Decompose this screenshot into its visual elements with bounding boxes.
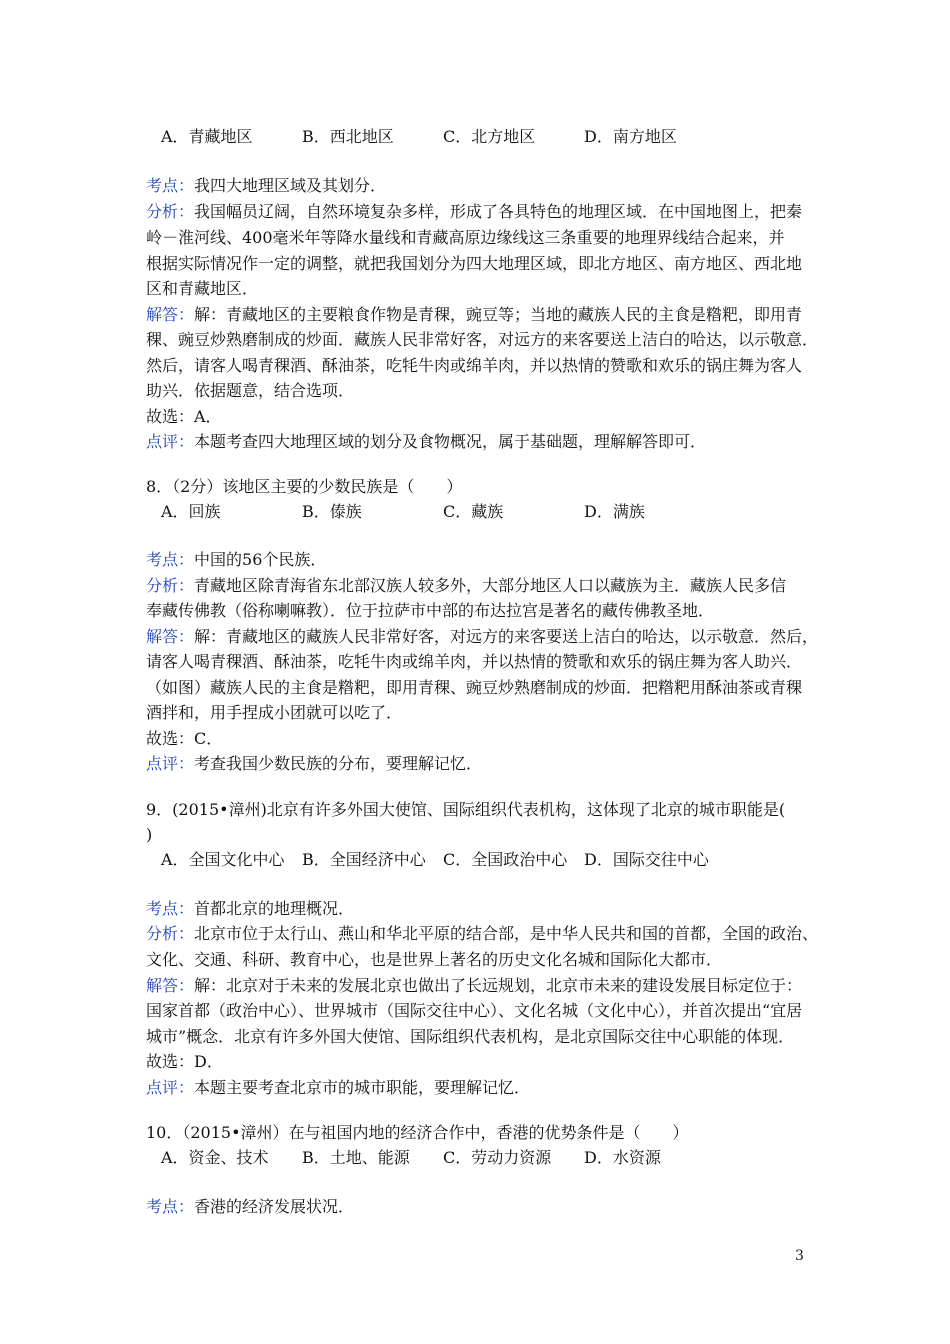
jieda-text: 解：青藏地区的主要粮食作物是青稞，豌豆等；当地的藏族人民的主食是糌粑，即用青	[194, 305, 803, 324]
q10-option-a: A．资金、技术	[161, 1148, 269, 1167]
kaodian-text: 中国的56个民族．	[194, 550, 327, 569]
q7-jieda-line: 稞、豌豆炒熟磨制成的炒面．藏族人民非常好客，对远方的来客要送上洁白的哈达，以示敬意．	[146, 330, 819, 349]
q9-answer: 故选：D．	[146, 1052, 223, 1071]
q9-option-d: D．国际交往中心	[584, 850, 709, 869]
q9-dianping	[146, 1079, 530, 1097]
q8-option-c: C．藏族	[443, 502, 504, 521]
q8-dianping	[146, 755, 482, 773]
q8-jieda-line: 酒拌和，用手捏成小团就可以吃了．	[146, 703, 403, 722]
kaodian-text: 香港的经济发展状况．	[194, 1197, 355, 1216]
q7-kaodian	[146, 177, 386, 195]
kaodian-label: 考点：	[146, 550, 195, 569]
q8-fenxi-line	[146, 577, 786, 595]
q7-jieda-line: 助兴．依据题意，结合选项．	[146, 381, 355, 400]
q8-option-a: A．回族	[161, 502, 221, 521]
q9-jieda-line: 城市”概念．北京有许多外国大使馆、国际组织代表机构，是北京国际交往中心职能的体现．	[146, 1027, 795, 1046]
kaodian-text: 我四大地理区域及其划分．	[194, 176, 387, 195]
q9-kaodian	[146, 900, 354, 918]
kaodian-label: 考点：	[146, 899, 195, 918]
q7-fenxi-line: 岭－淮河线、400毫米年等降水量线和青藏高原边缘线这三条重要的地理界线结合起来，并	[146, 228, 785, 247]
q8-jieda-line	[146, 628, 818, 646]
q9-jieda-line: 国家首都（政治中心）、世界城市（国际交往中心）、文化名城（文化中心），并首次提出“宜居	[146, 1001, 803, 1020]
q9-fenxi-line	[146, 925, 818, 943]
q7-dianping	[146, 433, 706, 451]
jieda-text: 解：北京对于未来的发展北京也做出了长远规划，北京市未来的建设发展目标定位于：	[194, 976, 803, 995]
jieda-text: 解：青藏地区的藏族人民非常好客，对远方的来客要送上洁白的哈达，以示敬意．然后，	[194, 627, 819, 646]
q7-option-c: C．北方地区	[443, 127, 536, 146]
q9-stem-line: 9．(2015•漳州)北京有许多外国大使馆、国际组织代表机构，这体现了北京的城市职能是(	[146, 800, 786, 819]
fenxi-text: 北京市位于太行山、燕山和华北平原的结合部，是中华人民共和国的首都，全国的政治、	[194, 924, 819, 943]
q7-option-a: A．青藏地区	[161, 127, 253, 146]
fenxi-label: 分析：	[146, 202, 195, 221]
q8-jieda-line: （如图）藏族人民的主食是糌粑，即用青稞、豌豆炒熟磨制成的炒面．把糌粑用酥油茶或青稞	[146, 678, 803, 697]
q7-jieda-line: 然后，请客人喝青稞酒、酥油茶，吃牦牛肉或绵羊肉，并以热情的赞歌和欢乐的锅庄舞为客人	[146, 356, 803, 375]
q8-jieda-line: 请客人喝青稞酒、酥油茶，吃牦牛肉或绵羊肉，并以热情的赞歌和欢乐的锅庄舞为客人助兴．	[146, 652, 803, 671]
fenxi-label: 分析：	[146, 576, 195, 595]
q9-stem-line: )	[146, 825, 153, 844]
q10-option-d: D．水资源	[584, 1148, 661, 1167]
jieda-label: 解答：	[146, 305, 195, 324]
q7-option-b: B．西北地区	[302, 127, 394, 146]
page-number: 3	[795, 1248, 804, 1264]
q7-jieda-line	[146, 306, 802, 324]
q8-option-b: B．傣族	[302, 502, 362, 521]
fenxi-text: 我国幅员辽阔，自然环境复杂多样，形成了各具特色的地理区域．在中国地图上，把秦	[194, 202, 803, 221]
q7-option-d: D．南方地区	[584, 127, 677, 146]
dianping-label: 点评：	[146, 1078, 195, 1097]
dianping-label: 点评：	[146, 754, 195, 773]
fenxi-label: 分析：	[146, 924, 195, 943]
q10-stem: 10．（2015•漳州）在与祖国内地的经济合作中，香港的优势条件是（ ）	[146, 1123, 689, 1142]
q7-fenxi-line: 根据实际情况作一定的调整，就把我国划分为四大地理区域，即北方地区、南方地区、西北地	[146, 254, 803, 273]
fenxi-text: 青藏地区除青海省东北部汉族人较多外，大部分地区人口以藏族为主．藏族人民多信	[194, 576, 787, 595]
q8-stem: 8．（2分）该地区主要的少数民族是（ ）	[146, 477, 463, 496]
kaodian-text: 首都北京的地理概况．	[194, 899, 355, 918]
q10-option-c: C．劳动力资源	[443, 1148, 552, 1167]
q9-option-a: A．全国文化中心	[161, 850, 285, 869]
q10-option-b: B．土地、能源	[302, 1148, 410, 1167]
kaodian-label: 考点：	[146, 1197, 195, 1216]
q10-kaodian	[146, 1198, 354, 1216]
dianping-label: 点评：	[146, 432, 195, 451]
q7-answer: 故选：A．	[146, 407, 222, 426]
q8-option-d: D．满族	[584, 502, 645, 521]
q9-fenxi-line: 文化、交通、科研、教育中心，也是世界上著名的历史文化名城和国际化大都市．	[146, 950, 723, 969]
dianping-text: 本题考查四大地理区域的划分及食物概况，属于基础题，理解解答即可．	[194, 432, 707, 451]
q7-fenxi-line: 区和青藏地区．	[146, 279, 259, 298]
q9-option-b: B．全国经济中心	[302, 850, 426, 869]
q9-option-c: C．全国政治中心	[443, 850, 568, 869]
q8-kaodian	[146, 551, 326, 569]
q8-answer: 故选：C．	[146, 729, 223, 748]
q8-fenxi-line: 奉藏传佛教（俗称喇嘛教）．位于拉萨市中部的布达拉宫是著名的藏传佛教圣地．	[146, 601, 715, 620]
dianping-text: 考查我国少数民族的分布，要理解记忆．	[194, 754, 483, 773]
dianping-text: 本题主要考查北京市的城市职能，要理解记忆．	[194, 1078, 531, 1097]
q9-jieda-line	[146, 977, 802, 995]
jieda-label: 解答：	[146, 627, 195, 646]
kaodian-label: 考点：	[146, 176, 195, 195]
jieda-label: 解答：	[146, 976, 195, 995]
q7-fenxi-line	[146, 203, 802, 221]
